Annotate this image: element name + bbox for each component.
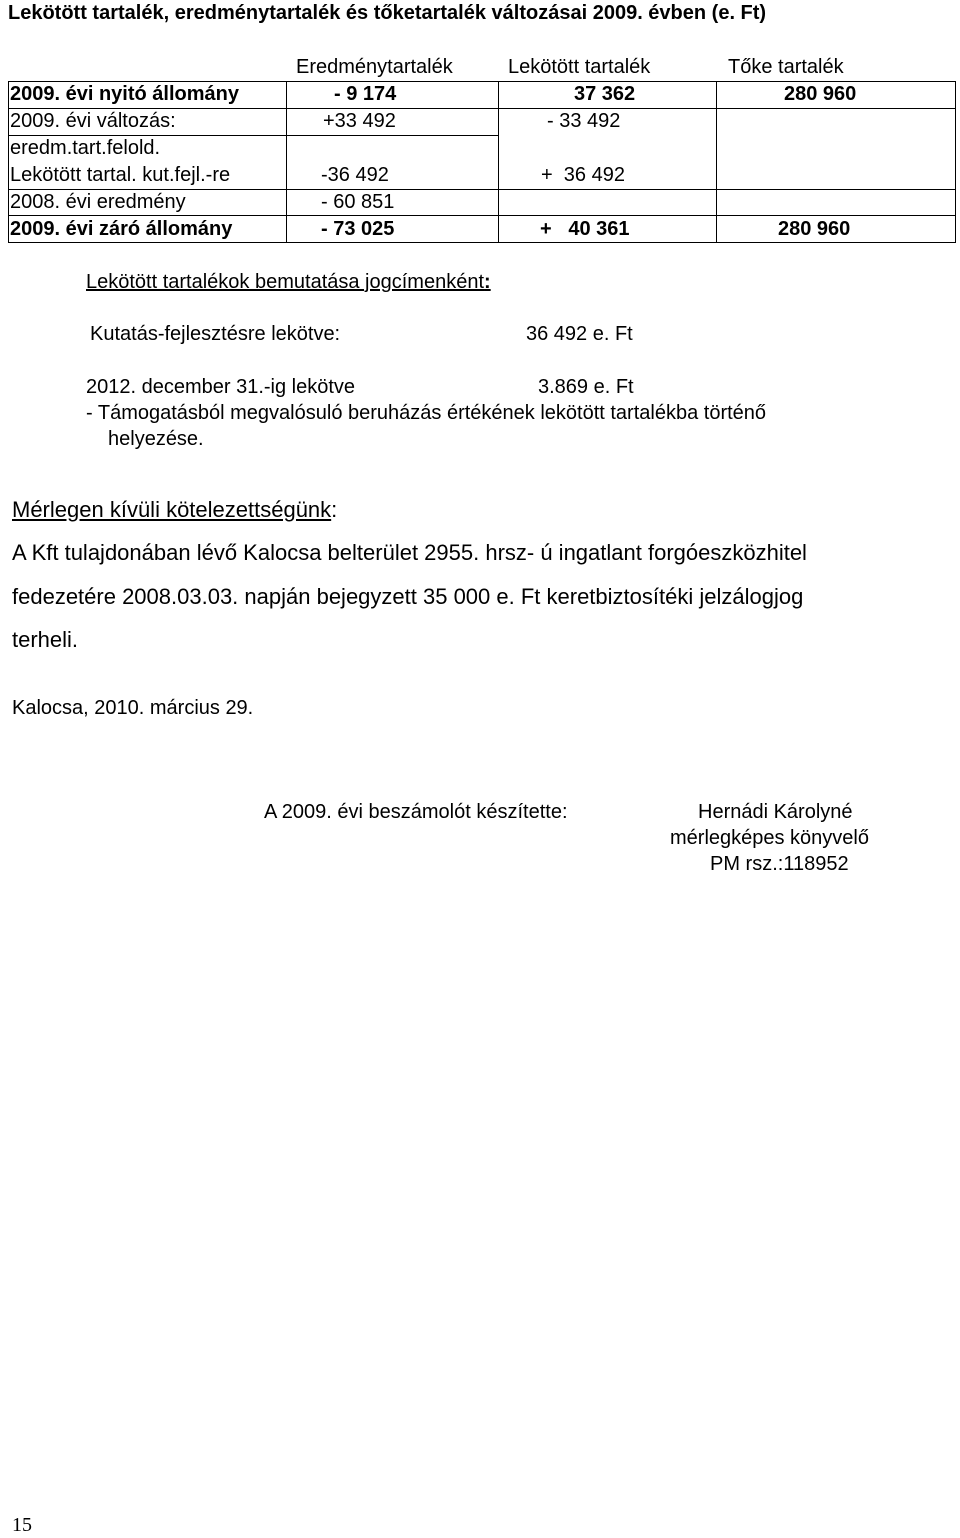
signature-role: mérlegképes könyvelő <box>670 827 869 849</box>
table-row <box>8 216 956 243</box>
cell-retained-earnings: - 60 851 <box>321 191 395 213</box>
table-border <box>286 81 287 243</box>
header-tied-reserve: Lekötött tartalék <box>508 56 651 78</box>
page-number: 15 <box>12 1514 32 1536</box>
table-border <box>716 81 717 243</box>
row-label: 2008. évi eredmény <box>10 191 186 213</box>
signature-name: Hernádi Károlyné <box>698 801 853 823</box>
table-row <box>8 162 956 189</box>
header-capital-reserve: Tőke tartalék <box>728 56 844 78</box>
rd-label: Kutatás-fejlesztésre lekötve: <box>90 323 341 345</box>
cell-retained-earnings: - 73 025 <box>321 218 395 240</box>
place-date: Kalocsa, 2010. március 29. <box>12 697 254 719</box>
offbalance-heading-text: Mérlegen kívüli kötelezettségünk <box>12 497 332 522</box>
row-label: 2009. évi záró állomány <box>10 218 233 240</box>
cell-retained-earnings: - 9 174 <box>334 83 397 105</box>
document-title: Lekötött tartalék, eredménytartalék és tőketartalék változásai 2009. évben (e. Ft) <box>8 2 767 24</box>
offbalance-heading <box>12 497 337 523</box>
table-rule <box>8 215 956 216</box>
cell-tied-reserve: 37 362 <box>574 83 636 105</box>
cell-capital-reserve: 280 960 <box>784 83 857 105</box>
cell-tied-reserve: + 36 492 <box>541 164 625 186</box>
table-border <box>955 81 956 243</box>
table-rule <box>8 135 498 136</box>
table-row <box>8 108 956 135</box>
row-label: 2009. évi nyitó állomány <box>10 83 239 105</box>
cell-retained-earnings: +33 492 <box>323 110 396 132</box>
table-row <box>8 81 956 108</box>
table-border <box>498 81 499 243</box>
table-rule <box>8 189 956 190</box>
row-label: eredm.tart.felold. <box>10 137 161 159</box>
december-value: 3.869 e. Ft <box>538 376 634 398</box>
table-row <box>8 189 956 216</box>
reserves-heading-text: Lekötött tartalékok bemutatása jogcímenként <box>86 271 485 293</box>
table-row <box>8 135 956 162</box>
signature-label: A 2009. évi beszámolót készítette: <box>264 801 568 823</box>
reserves-heading-colon: : <box>484 271 491 293</box>
cell-capital-reserve: 280 960 <box>778 218 851 240</box>
table-rule <box>8 242 956 243</box>
offbalance-line2: fedezetére 2008.03.03. napján bejegyzett 35 000 e. Ft keretbiztosítéki jelzálogjog <box>12 584 804 609</box>
grant-note-line1: - Támogatásból megvalósuló beruházás értékének lekötött tartalékba történő <box>86 402 767 424</box>
row-label: 2009. évi változás: <box>10 110 176 132</box>
table-rule <box>8 81 956 82</box>
offbalance-line3: terheli. <box>12 627 79 652</box>
cell-tied-reserve: + 40 361 <box>540 218 630 240</box>
table-header-row <box>8 54 956 81</box>
offbalance-heading-colon: : <box>331 497 338 522</box>
reserves-change-table <box>8 54 956 243</box>
header-retained-earnings: Eredménytartalék <box>296 56 453 78</box>
reserves-heading <box>86 271 491 294</box>
cell-tied-reserve: - 33 492 <box>547 110 621 132</box>
december-label: 2012. december 31.-ig lekötve <box>86 376 356 398</box>
cell-retained-earnings: -36 492 <box>321 164 389 186</box>
row-label: Lekötött tartal. kut.fejl.-re <box>10 164 231 186</box>
rd-value: 36 492 e. Ft <box>526 323 633 345</box>
table-rule <box>8 108 956 109</box>
signature-registration: PM rsz.:118952 <box>710 853 849 875</box>
table-border <box>8 81 9 243</box>
grant-note-line2: helyezése. <box>108 428 204 450</box>
offbalance-line1: A Kft tulajdonában lévő Kalocsa belterület 2955. hrsz- ú ingatlant forgóeszközhitel <box>12 540 807 565</box>
